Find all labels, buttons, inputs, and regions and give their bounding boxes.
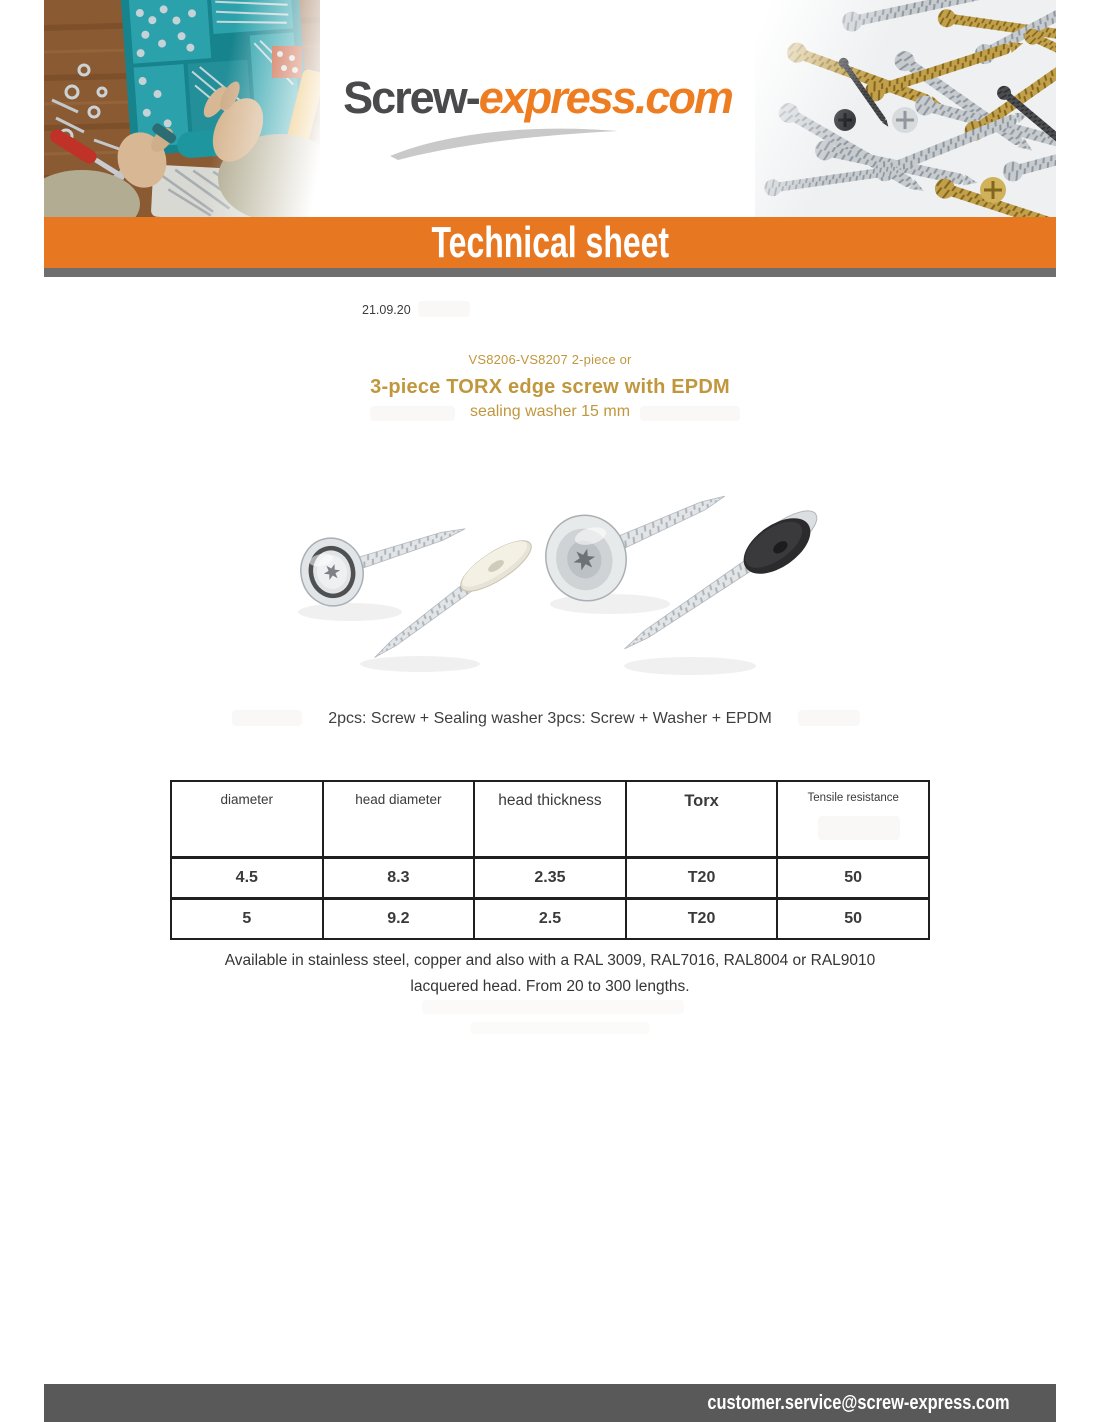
- cell-head-diameter: 9.2: [323, 899, 475, 940]
- cell-head-thickness: 2.35: [474, 858, 626, 899]
- workbench-photo: [44, 0, 320, 217]
- col-head-diameter: head diameter: [323, 781, 475, 858]
- table-row: [171, 899, 929, 940]
- product-title-line1: 3-piece TORX edge screw with EPDM: [370, 376, 730, 398]
- cell-tensile: 50: [777, 858, 929, 899]
- cell-tensile: 50: [777, 899, 929, 940]
- col-tensile-resistance: Tensile resistance: [777, 781, 929, 858]
- ghost-mark: [640, 406, 740, 421]
- cell-torx: T20: [626, 858, 778, 899]
- logo-text: [320, 72, 755, 124]
- table-row: [171, 858, 929, 899]
- photo-fade: [44, 0, 320, 217]
- product-screws-image: [270, 452, 840, 696]
- col-torx: Torx: [626, 781, 778, 858]
- ghost-mark: [422, 1000, 684, 1014]
- ghost-mark: [798, 710, 860, 726]
- product-title-line2: sealing washer 15 mm: [469, 403, 631, 420]
- footer-email-link[interactable]: customer.service@screw-express.com: [707, 1391, 1010, 1414]
- ghost-mark: [232, 710, 302, 726]
- ghost-mark: [418, 301, 470, 317]
- banner-title: Technical sheet: [431, 217, 669, 267]
- col-head-thickness: head thickness: [474, 781, 626, 858]
- logo-part2: express.com: [478, 72, 732, 123]
- product-code-line: VS8206-VS8207 2-piece or: [468, 352, 632, 367]
- ghost-mark: [370, 406, 455, 421]
- logo[interactable]: [320, 0, 755, 217]
- cell-head-diameter: 8.3: [323, 858, 475, 899]
- product-screws-art: [270, 452, 840, 696]
- cell-torx: T20: [626, 899, 778, 940]
- cell-diameter: 4.5: [171, 858, 323, 899]
- spec-table-header: [171, 781, 929, 858]
- col-diameter: diameter: [171, 781, 323, 858]
- banner: [44, 217, 1056, 268]
- date-label: 21.09.20: [362, 303, 411, 317]
- photo-fade: [755, 0, 1056, 217]
- pieces-caption: 2pcs: Screw + Sealing washer 3pcs: Screw + Washer + EPDM: [328, 710, 772, 727]
- cell-head-thickness: 2.5: [474, 899, 626, 940]
- logo-part1: Screw-: [343, 72, 479, 123]
- ghost-mark: [818, 816, 900, 840]
- availability-text: [120, 948, 980, 1000]
- spec-table: [170, 780, 930, 940]
- table-header-row: [171, 781, 929, 858]
- availability-line1: Available in stainless steel, copper and also with a RAL 3009, RAL7016, RAL8004 or RAL9010: [224, 952, 876, 969]
- footer: [44, 1384, 1056, 1422]
- banner-underline: [44, 268, 1056, 277]
- cell-diameter: 5: [171, 899, 323, 940]
- logo-swoosh-icon: [386, 122, 621, 160]
- ghost-mark: [470, 1022, 650, 1034]
- availability-line2: lacquered head. From 20 to 300 lengths.: [410, 978, 690, 995]
- screw-pile-photo: [755, 0, 1056, 217]
